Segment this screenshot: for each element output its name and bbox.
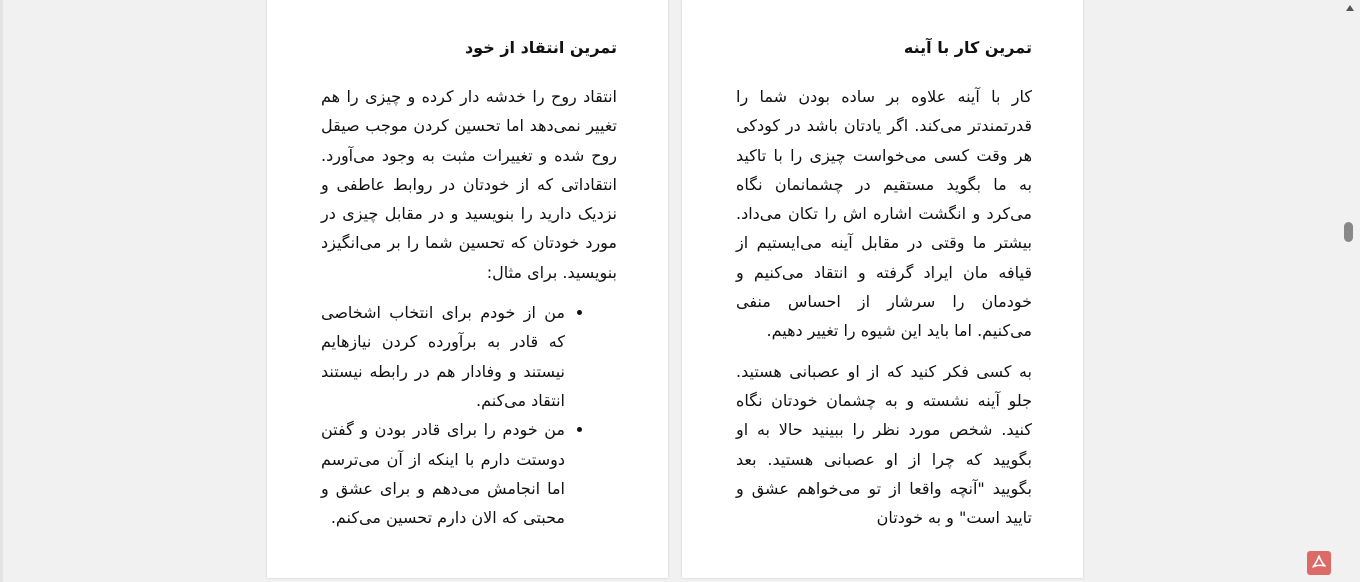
- pdf-acrobat-icon: [1310, 554, 1328, 572]
- vertical-scrollbar[interactable]: [1341, 0, 1360, 582]
- page-right: [682, 0, 1083, 578]
- scrollbar-thumb[interactable]: [1344, 222, 1353, 242]
- list-item: • من خودم را برای قادر بودن و گفتن دوستت دارم با اینکه از آن می‌ترسم اما انجامش می‌دهم و برای عشق و محبتی که الان دارم تحسین می‌کنم.: [321, 415, 565, 532]
- paragraph: به کسی فکر کنید که از او عصبانی هستید. جلو آینه نشسته و به چشمان خودتان نگاه کنید. شخص مورد نظر را ببینید حالا به او بگویید که چرا از او عصبانی هستید. بعد بگویید "آنچه واقعا از تو می‌خواهم عشق و تایید است" و به خودتان: [736, 361, 1032, 528]
- page-right-column: [736, 34, 1032, 543]
- page-left-column: [321, 34, 617, 532]
- page-left: [267, 0, 668, 578]
- list-item: • من از خودم برای انتخاب اشخاصی که قادر به برآورده کردن نیازهایم نیستند و وفادار هم در رابطه نیستند انتقاد می‌کنم.: [321, 298, 565, 415]
- bullet-list: [321, 298, 617, 532]
- triangle-up-icon[interactable]: [1346, 5, 1354, 11]
- pdf-download-button[interactable]: [1307, 551, 1331, 575]
- paragraph: انتقاد روح را خدشه دار کرده و چیزی را هم تغییر نمی‌دهد اما تحسین کردن موجب صیقل روح شده و تغییرات مثبت به وجود می‌آورد. انتقاداتی که از خودتان در روابط عاطفی و نزدیک دارید را بنویسید و در مقابل چیزی در مورد خودتان که تحسین شما را بر می‌انگیزد بنویسید. برای مثال:: [321, 87, 617, 282]
- section-heading-self-criticism: تمرین انتقاد از خود: [464, 38, 617, 57]
- paragraph: کار با آینه علاوه بر ساده بودن شما را قدرتمندتر می‌کند. اگر یادتان باشد در کودکی هر وقت کسی می‌خواست چیزی را با تاکید به ما بگوید مستقیم در چشمانمان نگاه می‌کرد و انگشت اشاره اش را تکان می‌داد. بیشتر ما وقتی در مقابل آینه می‌ایستیم از قیافه مان ایراد گرفته و انتقاد می‌کنیم و خودمان را سرشار از احساس منفی می‌کنیم. اما باید این شیوه را تغییر دهیم.: [736, 87, 1032, 341]
- section-heading-mirror-exercise: تمرین کار با آینه: [903, 38, 1032, 57]
